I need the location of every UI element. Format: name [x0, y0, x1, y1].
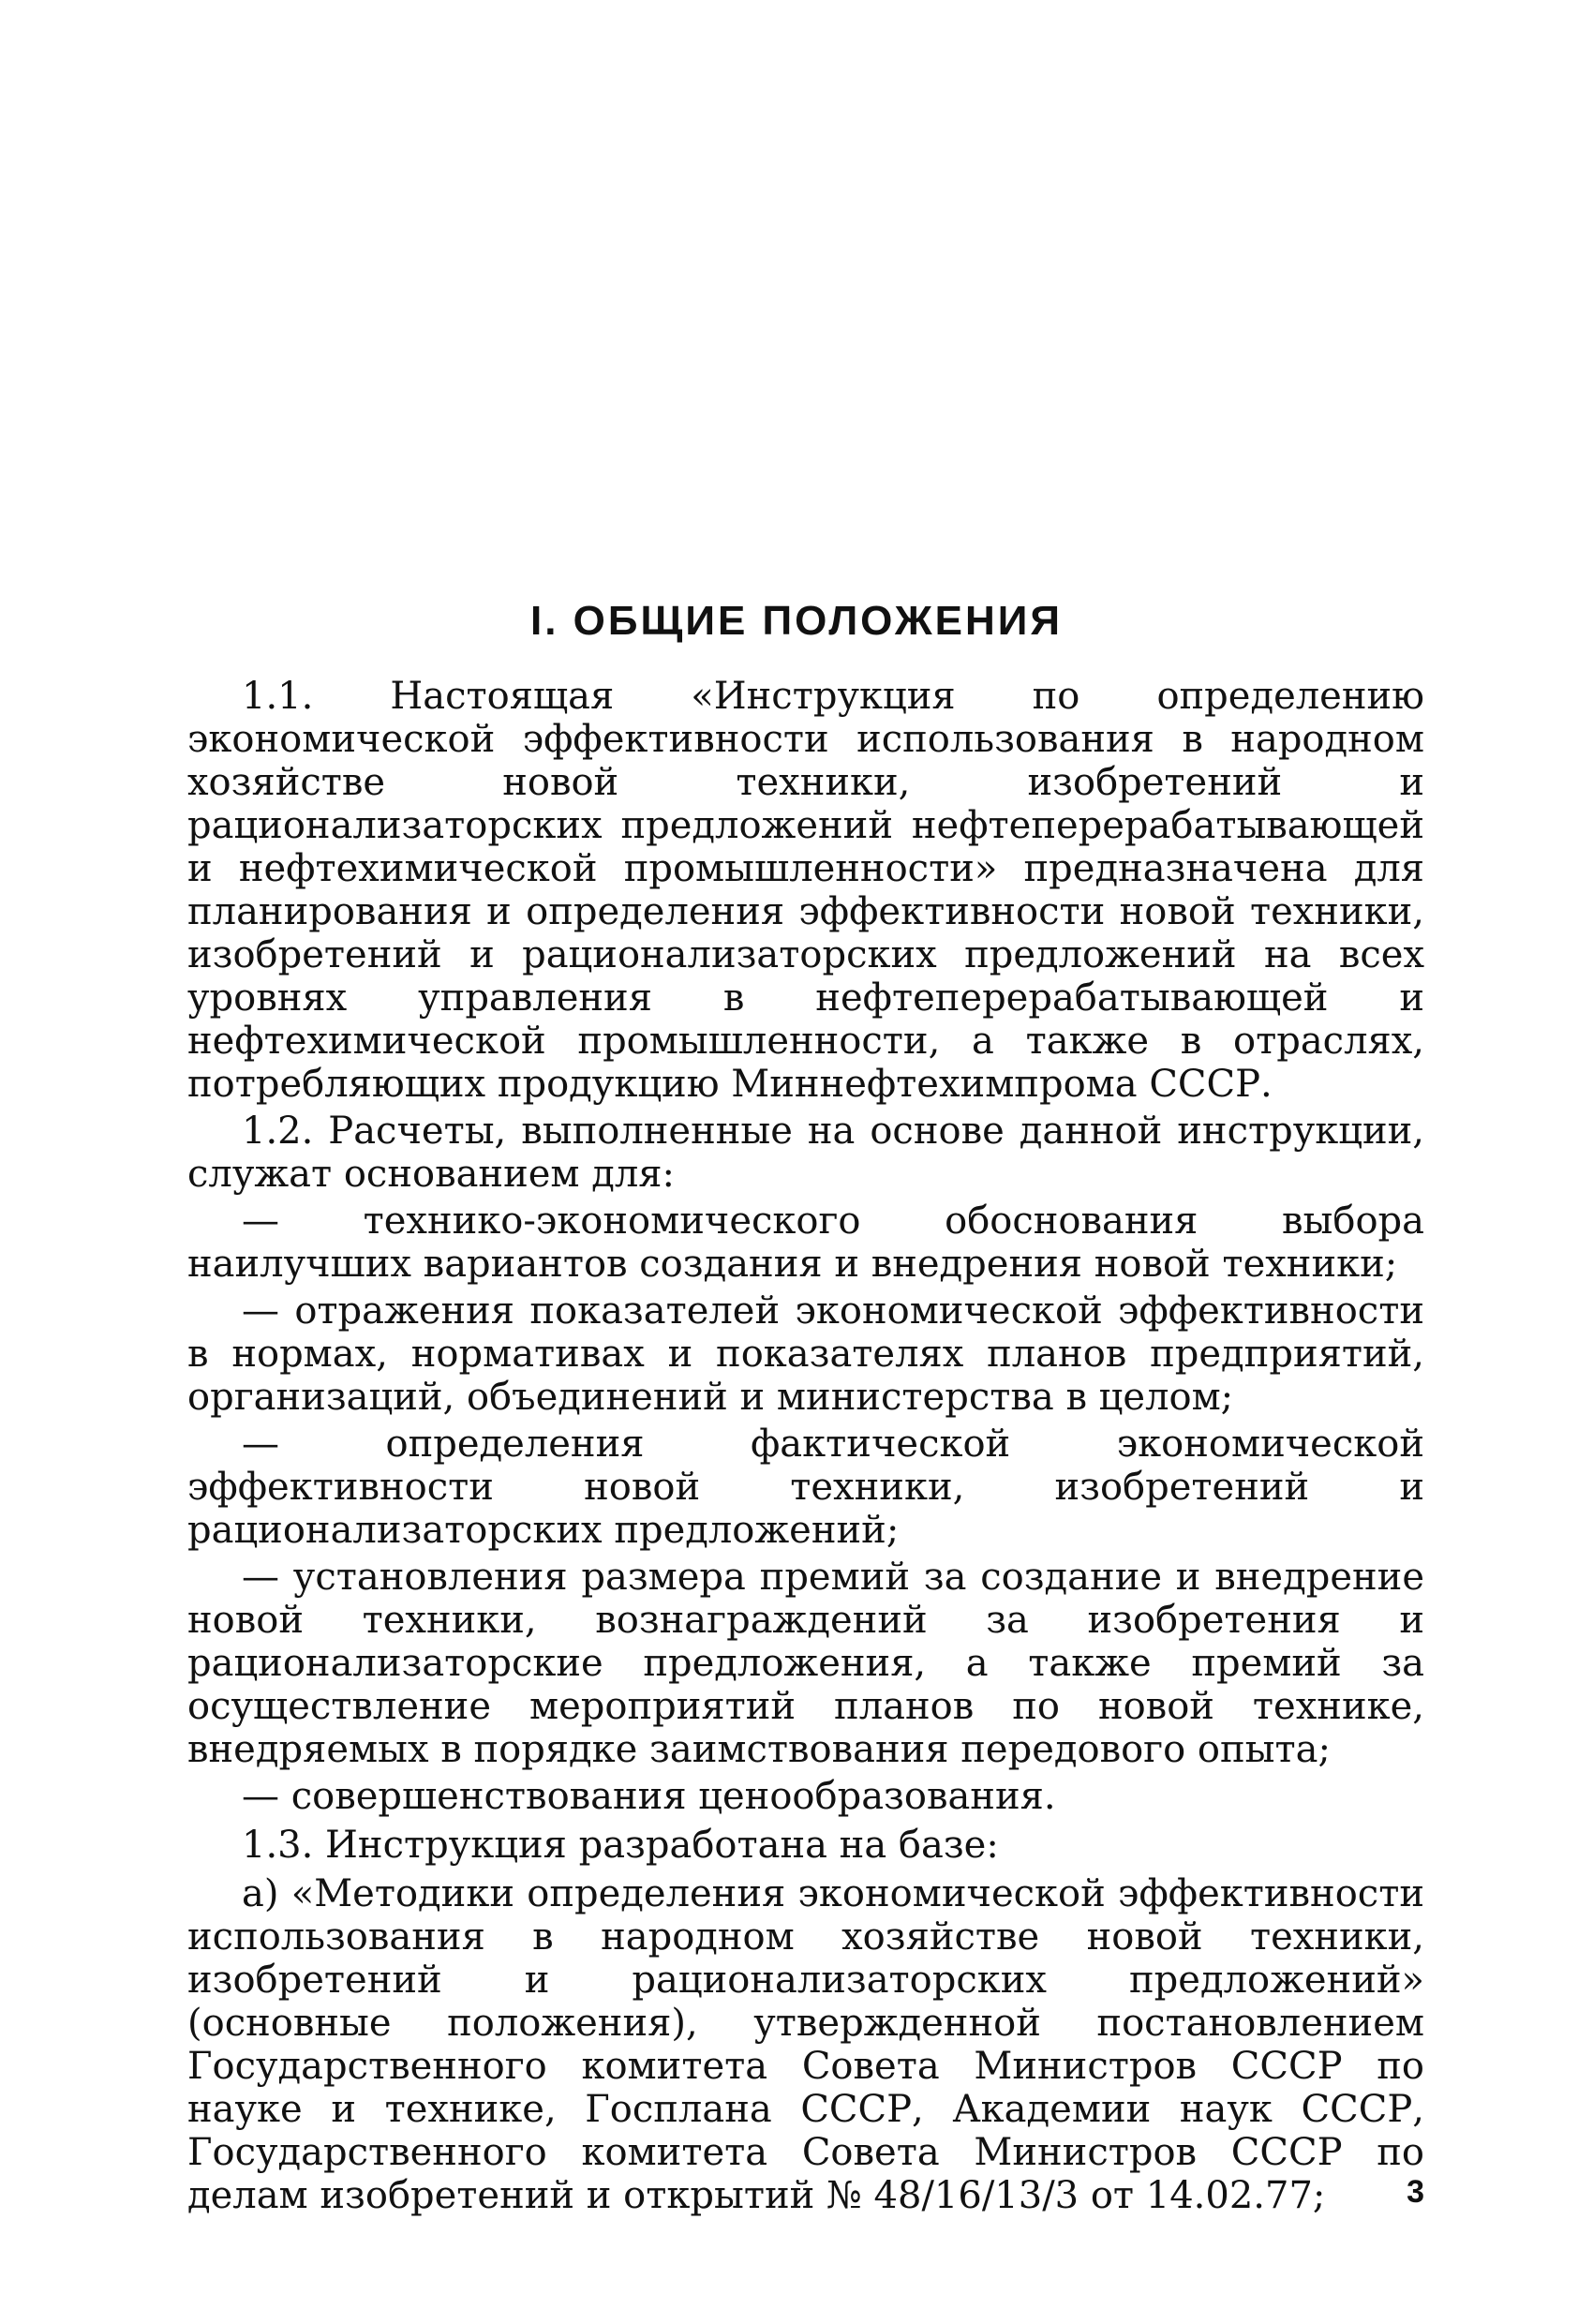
- body-text: [187, 675, 1424, 2221]
- list-item: — определения фактической экономической эффективности новой техники, изобретений и рационализаторских предложений;: [187, 1423, 1424, 1552]
- list-item: — установления размера премий за создание и внедрение новой техники, вознаграждений за изобретения и рационализаторские предложения, а также премий за осуществление мероприятий планов по новой технике, внедряемых в порядке заимствования передового опыта;: [187, 1556, 1424, 1771]
- paragraph-1-3: 1.3. Инструкция разработана на базе:: [242, 1824, 999, 1867]
- list-item: — технико-экономического обоснования выбора наилучших вариантов создания и внедрения новой техники;: [187, 1199, 1424, 1286]
- paragraph-1-3-a: а) «Методики определения экономической эффективности использования в народном хозяйстве новой техники, изобретений и рационализаторских предложений» (основные положения), утвержденной постановлением Государственного комитета Совета Министров СССР по науке и технике, Госплана СССР, Академии наук СССР, Государственного комитета Совета Министров СССР по делам изобретений и открытий № 48/16/13/3 от 14.02.77;: [187, 1872, 1424, 2217]
- list-item: — совершенствования ценообразования.: [242, 1775, 1056, 1818]
- paragraph-1-1: 1.1. Настоящая «Инструкция по определению экономической эффективности использования в народном хозяйстве новой техники, изобретений и рационализаторских предложений нефтеперерабатывающей и нефтехимической промышленности» предназначена для планирования и определения эффективности новой техники, изобретений и рационализаторских предложений на всех уровнях управления в нефтеперерабатывающей и нефтехимической промышленности, а также в отраслях, потребляющих продукцию Миннефтехимпрома СССР.: [187, 675, 1424, 1106]
- page-number: 3: [1407, 2174, 1424, 2210]
- list-item: — отражения показателей экономической эффективности в нормах, нормативах и показателях планов предприятий, организаций, объединений и министерства в целом;: [187, 1289, 1424, 1419]
- paragraph-1-2: 1.2. Расчеты, выполненные на основе данной инструкции, служат основанием для:: [187, 1110, 1424, 1196]
- section-title: I. ОБЩИЕ ПОЛОЖЕНИЯ: [530, 598, 1063, 644]
